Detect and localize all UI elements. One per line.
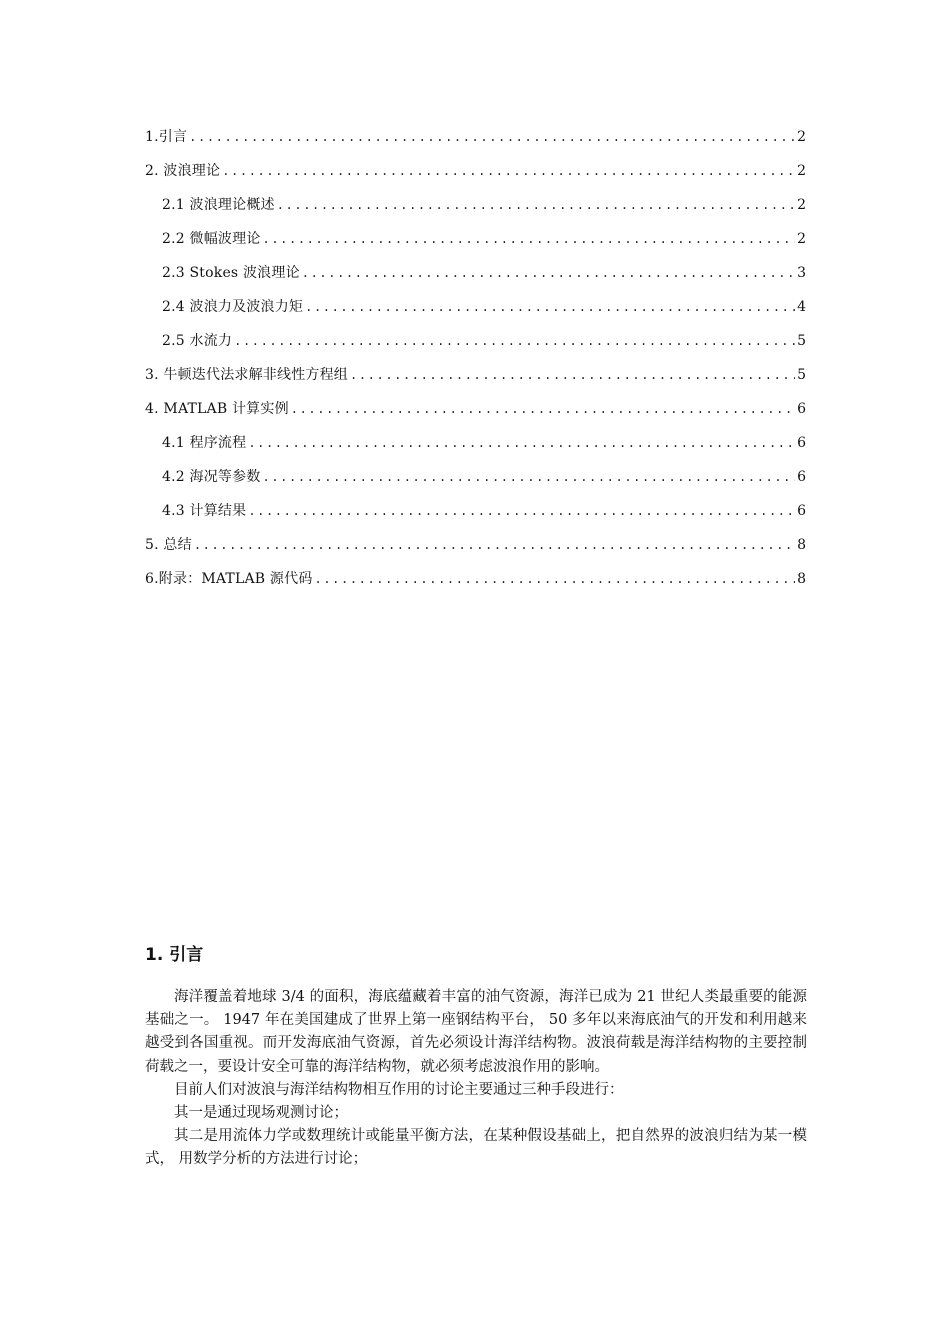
toc-dot-leader xyxy=(302,263,795,283)
toc-dot-leader xyxy=(291,399,795,419)
toc-dot-leader xyxy=(305,297,795,317)
toc-entry-page: 6 xyxy=(797,469,806,485)
toc-entry-label: 2.2 微幅波理论 xyxy=(162,231,261,247)
toc-entry-page: 2 xyxy=(797,163,806,179)
toc-entry-page: 2 xyxy=(797,197,806,213)
toc-dot-leader xyxy=(315,569,795,589)
toc-entry-page: 4 xyxy=(797,299,806,315)
toc-dot-leader xyxy=(189,127,795,147)
toc-entry-page: 5 xyxy=(797,367,806,383)
toc-entry-page: 2 xyxy=(797,129,806,145)
toc-entry-page: 6 xyxy=(797,401,806,417)
toc-dot-leader xyxy=(350,365,795,385)
toc-dot-leader xyxy=(234,331,795,351)
toc-entry-4[interactable] xyxy=(145,399,806,419)
toc-entry-3[interactable] xyxy=(145,365,806,385)
paragraph: 海洋覆盖着地球 3/4 的面积，海底蕴藏着丰富的油气资源，海洋已成为 21 世纪人类最重要的能源基础之一。 1947 年在美国建成了世界上第一座钢结构平台， 50 多年以来海底油气的开发和利用越来越受到各国重视。而开发海底油气资源，首先必须设计海洋结构物。波浪荷载是海洋结构物的主要控制荷载之一，要设计安全可靠的海洋结构物，就必须考虑波浪作用的影响。 xyxy=(145,989,807,1075)
paragraph: 其一是通过现场观测讨论； xyxy=(174,1105,348,1122)
toc-entry-2-4[interactable] xyxy=(162,297,806,317)
toc-entry-2-2[interactable] xyxy=(162,229,806,249)
paragraph: 目前人们对波浪与海洋结构物相互作用的讨论主要通过三种手段进行： xyxy=(174,1081,624,1098)
toc-dot-leader xyxy=(248,433,795,453)
toc-entry-label: 5. 总结 xyxy=(145,537,192,553)
toc-entry-2-3[interactable] xyxy=(162,263,806,283)
toc-entry-label: 2.5 水流力 xyxy=(162,333,233,349)
toc-entry-page: 6 xyxy=(797,503,806,519)
paragraph: 其二是用流体力学或数理统计或能量平衡方法，在某种假设基础上，把自然界的波浪归结为某一模式， 用数学分析的方法进行讨论； xyxy=(145,1128,807,1168)
toc-entry-5[interactable] xyxy=(145,535,806,555)
toc-entry-page: 8 xyxy=(797,571,806,587)
toc-entry-4-2[interactable] xyxy=(162,467,806,487)
toc-entry-4-3[interactable] xyxy=(162,501,806,521)
toc-entry-label: 4. MATLAB 计算实例 xyxy=(145,401,289,417)
toc-entry-page: 6 xyxy=(797,435,806,451)
toc-entry-2[interactable] xyxy=(145,161,806,181)
toc-dot-leader xyxy=(263,467,795,487)
toc-entry-label: 2.1 波浪理论概述 xyxy=(162,197,275,213)
toc-entry-label: 2.4 波浪力及波浪力矩 xyxy=(162,299,304,315)
toc-entry-label: 1.引言 xyxy=(145,129,188,145)
section-heading: 1. 引言 xyxy=(145,945,204,965)
toc-entry-label: 4.1 程序流程 xyxy=(162,435,247,451)
toc-entry-page: 8 xyxy=(797,537,806,553)
toc-dot-leader xyxy=(277,195,795,215)
toc-entry-page: 2 xyxy=(797,231,806,247)
toc-entry-1[interactable] xyxy=(145,127,806,147)
toc-entry-2-1[interactable] xyxy=(162,195,806,215)
toc-entry-page: 3 xyxy=(797,265,806,281)
section-body xyxy=(145,986,807,1172)
toc-dot-leader xyxy=(194,535,795,555)
toc-entry-page: 5 xyxy=(797,333,806,349)
toc-entry-label: 6.附录：MATLAB 源代码 xyxy=(145,571,313,587)
toc-dot-leader xyxy=(248,501,795,521)
toc-entry-label: 2. 波浪理论 xyxy=(145,163,221,179)
toc-entry-4-1[interactable] xyxy=(162,433,806,453)
toc-entry-label: 4.3 计算结果 xyxy=(162,503,247,519)
toc-dot-leader xyxy=(222,161,795,181)
toc-entry-2-5[interactable] xyxy=(162,331,806,351)
toc-entry-label: 4.2 海况等参数 xyxy=(162,469,261,485)
toc-entry-6[interactable] xyxy=(145,569,806,589)
toc-dot-leader xyxy=(263,229,795,249)
toc-entry-label: 3. 牛顿迭代法求解非线性方程组 xyxy=(145,367,349,383)
toc-entry-label: 2.3 Stokes 波浪理论 xyxy=(162,265,300,281)
